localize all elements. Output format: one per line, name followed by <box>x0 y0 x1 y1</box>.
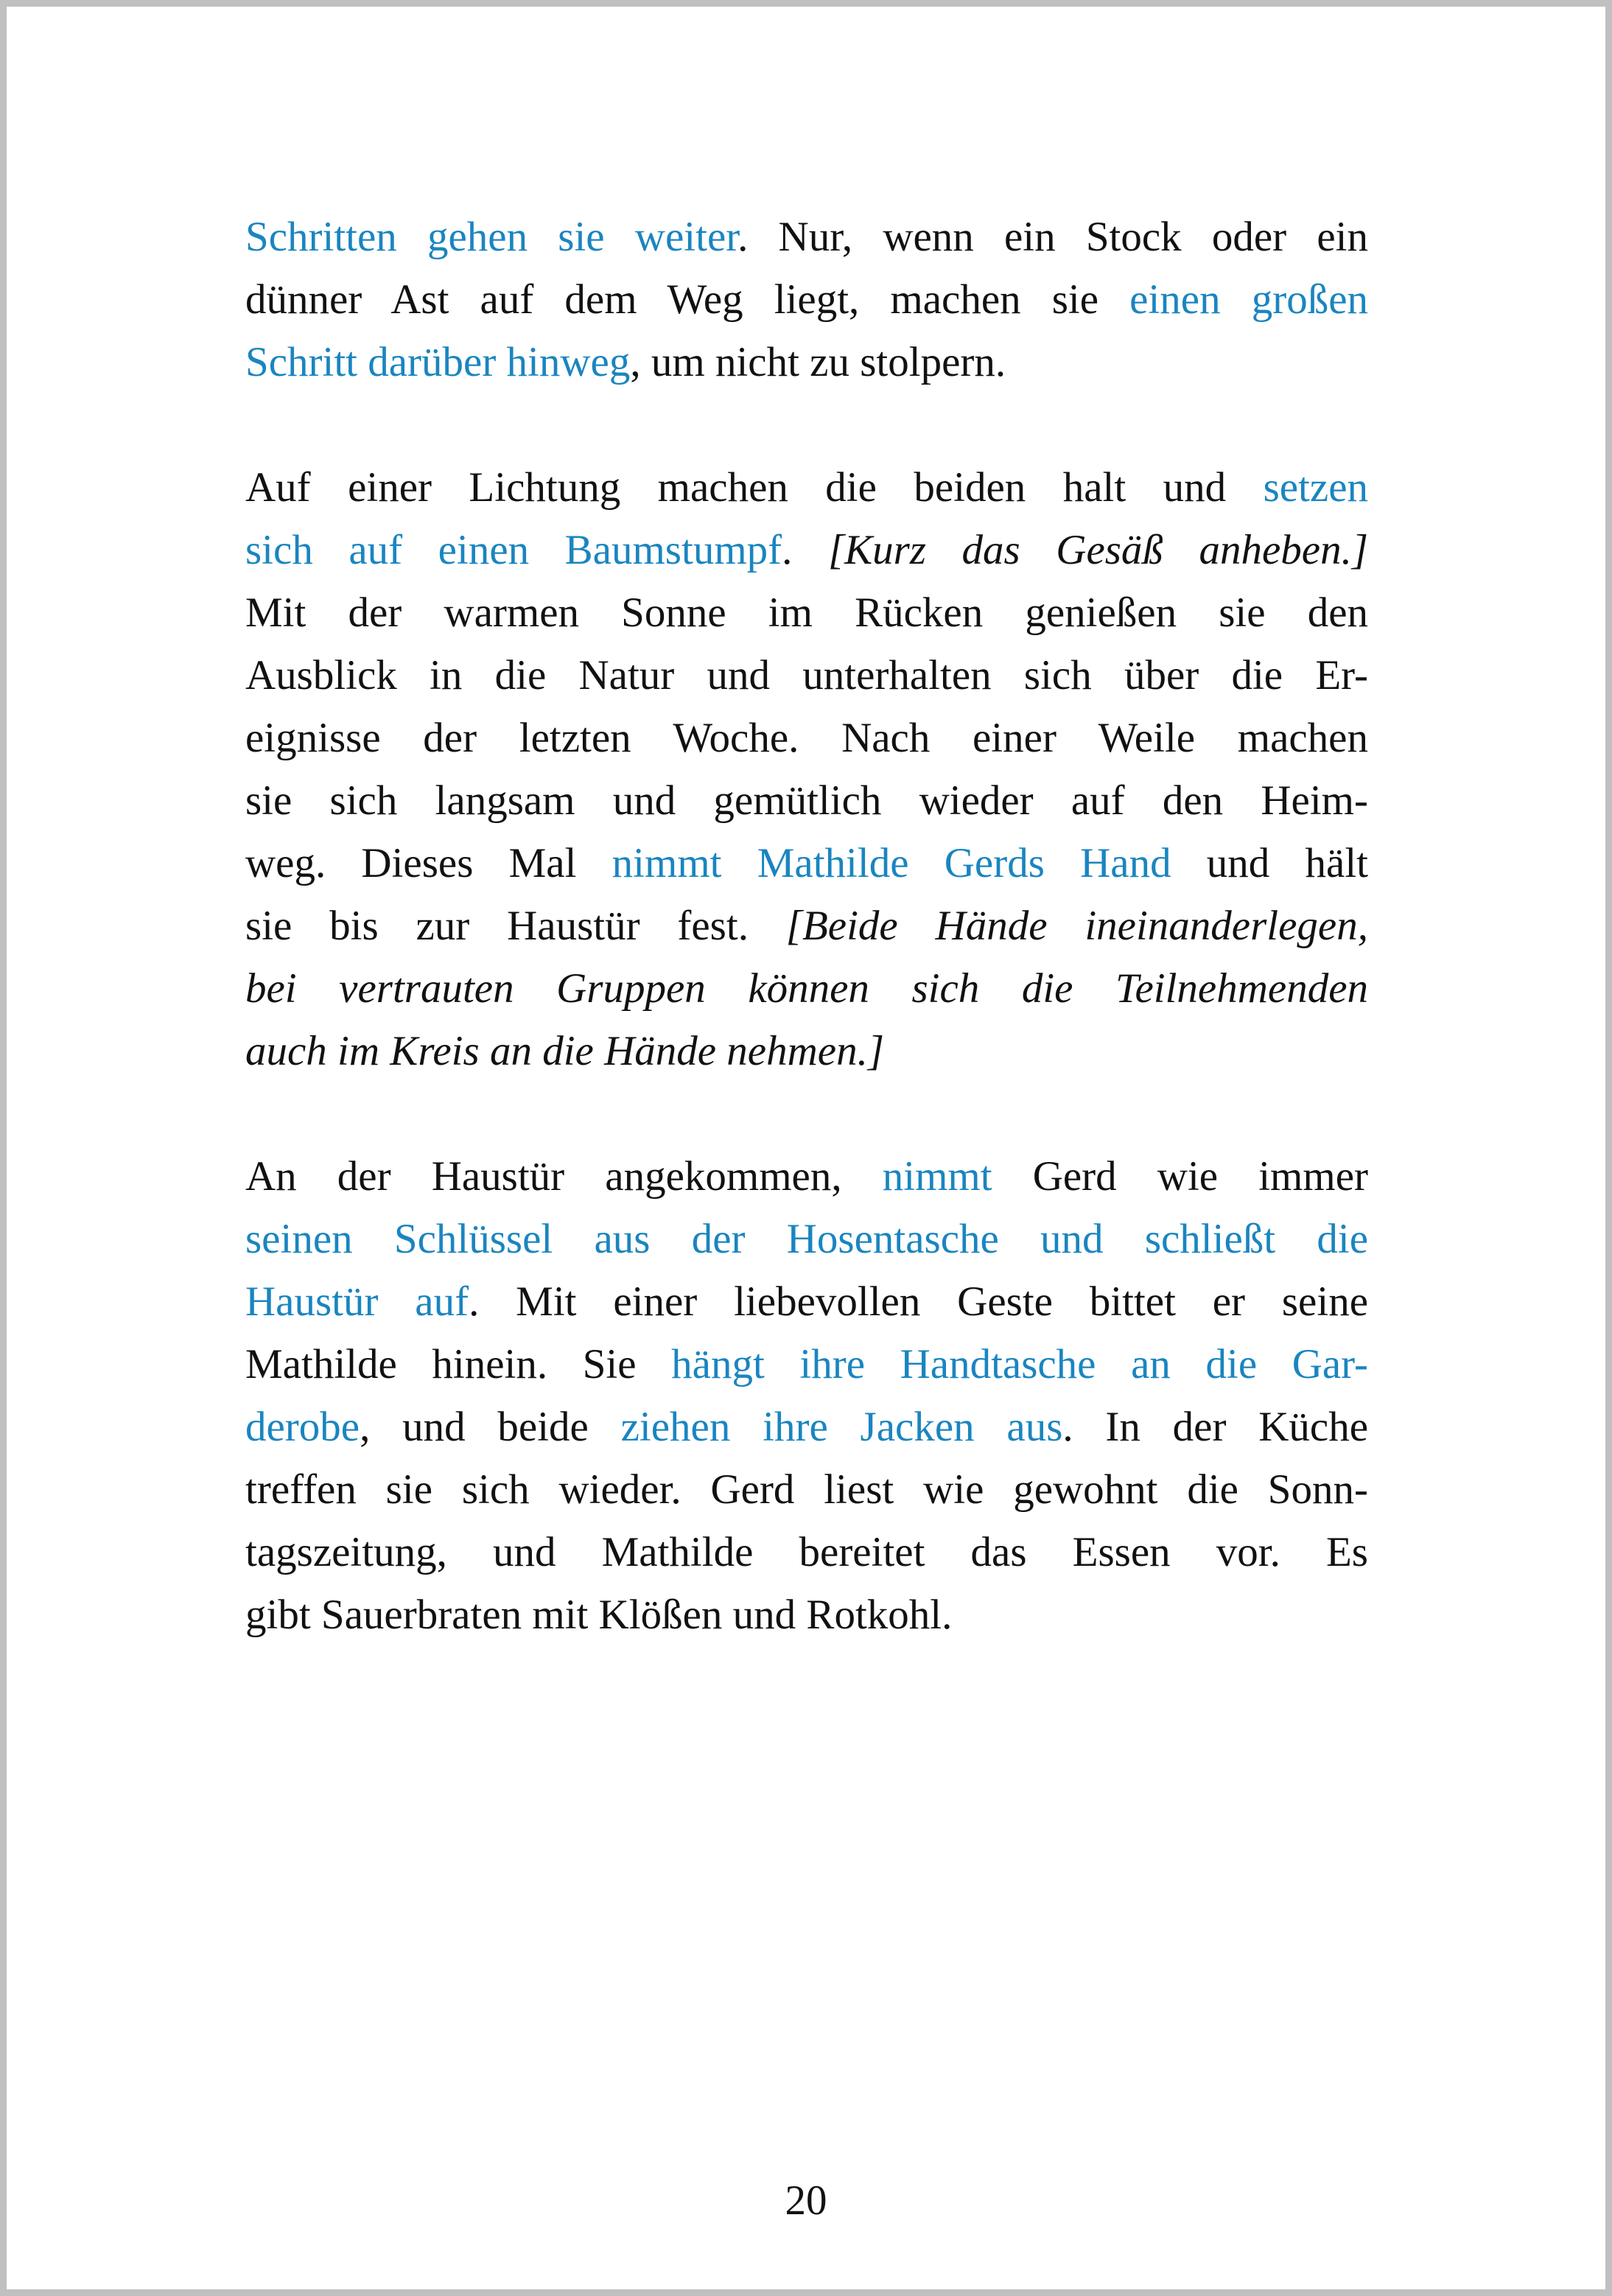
highlighted-action-text: Schritt darüber hinweg <box>245 339 631 385</box>
text-segment: An der Haustür angekommen, <box>245 1153 883 1200</box>
text-segment: und hält <box>1171 840 1368 886</box>
instruction-text: [Beide Hände ineinanderlegen, <box>785 903 1368 949</box>
instruction-text: auch im Kreis an die Hände nehmen.] <box>245 1028 884 1074</box>
text-line <box>245 707 1368 769</box>
instruction-text: bei vertrauten Gruppen können sich die Teilnehmenden <box>245 965 1368 1012</box>
paragraph <box>245 456 1368 1082</box>
text-line <box>245 1145 1368 1208</box>
paragraph <box>245 206 1368 393</box>
text-segment: Ausblick in die Natur und unterhalten sich über die Er- <box>245 652 1368 699</box>
text-line <box>245 1396 1368 1458</box>
instruction-text: [Kurz das Gesäß anheben.] <box>827 527 1368 573</box>
highlighted-action-text: seinen Schlüssel aus der Hosentasche und schließt die <box>245 1216 1368 1262</box>
text-line <box>245 1458 1368 1521</box>
text-line <box>245 1270 1368 1333</box>
text-line <box>245 957 1368 1020</box>
text-segment: sie sich langsam und gemütlich wieder auf den Heim- <box>245 777 1368 824</box>
highlighted-action-text: einen großen <box>1129 276 1368 323</box>
text-segment: sie bis zur Haustür fest. <box>245 903 786 949</box>
text-segment: treffen sie sich wieder. Gerd liest wie gewohnt die Sonn- <box>245 1466 1368 1513</box>
text-segment: . Nur, wenn ein Stock oder ein <box>737 214 1368 260</box>
text-segment: Mathilde hinein. Sie <box>245 1341 672 1387</box>
text-segment: . In der Küche <box>1062 1404 1369 1450</box>
text-segment: weg. Dieses Mal <box>245 840 612 886</box>
paragraph <box>245 1145 1368 1646</box>
text-segment: . <box>782 527 828 573</box>
text-line <box>245 832 1368 895</box>
text-line <box>245 581 1368 644</box>
text-segment: Gerd wie immer <box>992 1153 1368 1200</box>
highlighted-action-text: ziehen ihre Jacken aus <box>620 1404 1063 1450</box>
text-line <box>245 769 1368 832</box>
highlighted-action-text: hängt ihre Handtasche an die Gar- <box>671 1341 1368 1387</box>
text-segment: eignisse der letzten Woche. Nach einer Weile machen <box>245 715 1368 761</box>
text-line <box>245 456 1368 519</box>
text-segment: gibt Sauerbraten mit Klößen und Rotkohl. <box>245 1592 953 1638</box>
text-line <box>245 895 1368 957</box>
highlighted-action-text: sich auf einen Baumstumpf <box>245 527 782 573</box>
text-segment: Auf einer Lichtung machen die beiden halt und <box>245 464 1264 511</box>
text-line <box>245 1333 1368 1396</box>
highlighted-action-text: derobe <box>245 1404 360 1450</box>
text-line <box>245 644 1368 707</box>
text-segment: tagszeitung, und Mathilde bereitet das Essen vor. Es <box>245 1529 1368 1575</box>
text-segment: Mit der warmen Sonne im Rücken genießen sie den <box>245 589 1368 636</box>
body-text <box>245 206 1368 1709</box>
text-line <box>245 206 1368 268</box>
text-segment: dünner Ast auf dem Weg liegt, machen sie <box>245 276 1130 323</box>
highlighted-action-text: nimmt <box>882 1153 992 1200</box>
text-segment: . Mit einer liebevollen Geste bittet er seine <box>469 1278 1368 1325</box>
text-segment: , und beide <box>360 1404 621 1450</box>
text-line <box>245 268 1368 331</box>
text-line <box>245 1521 1368 1583</box>
highlighted-action-text: setzen <box>1263 464 1368 511</box>
highlighted-action-text: nimmt Mathilde Gerds Hand <box>611 840 1171 886</box>
page-number: 20 <box>785 2177 827 2224</box>
text-line <box>245 331 1368 393</box>
text-segment: , um nicht zu stolpern. <box>630 339 1006 385</box>
text-line <box>245 1020 1368 1082</box>
text-line <box>245 1208 1368 1270</box>
highlighted-action-text: Schritten gehen sie weiter <box>245 214 738 260</box>
text-line <box>245 519 1368 581</box>
highlighted-action-text: Haustür auf <box>245 1278 469 1325</box>
document-page <box>7 7 1605 2289</box>
text-line <box>245 1583 1368 1646</box>
